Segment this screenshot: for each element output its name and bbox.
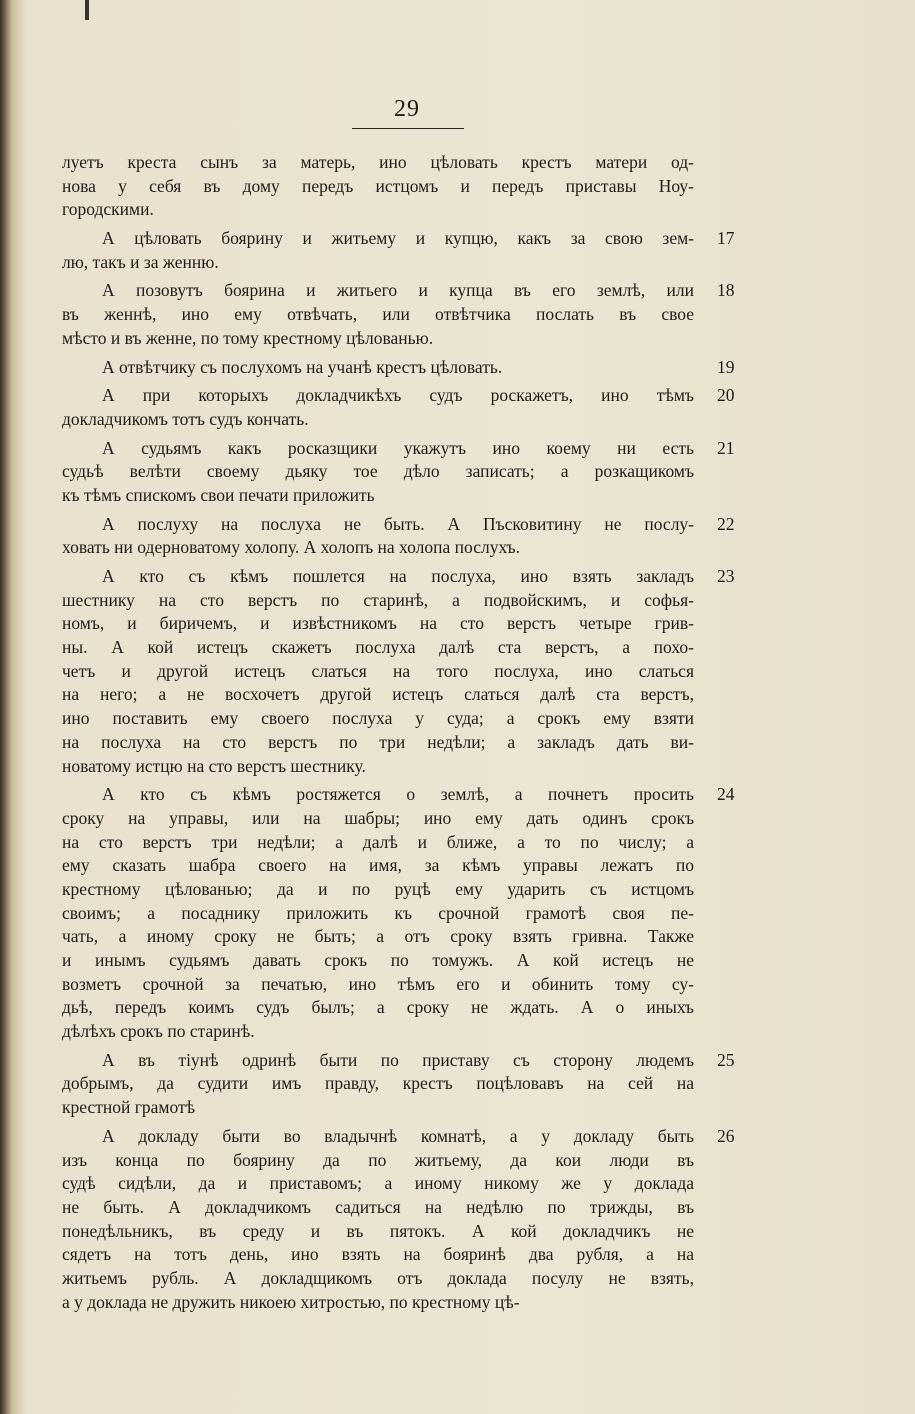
text-line: къ тѣмъ спискомъ свои печати приложить (62, 484, 375, 505)
text-line: новатому истцю на сто верстъ шестнику. (62, 755, 366, 776)
text-line: шестнику на сто верстъ по старинѣ, а подвойскимъ, и софья- (62, 589, 694, 610)
paragraph (62, 356, 735, 380)
article-number: 19 (717, 356, 735, 377)
text-line: ховать ни одерноватому холопу. А холопъ на холопа послухъ. (62, 537, 520, 558)
paragraph (62, 227, 735, 274)
text-line: не быть. А докладчикомъ садиться на недѣлю по трижды, въ (62, 1196, 694, 1217)
article-number: 17 (717, 228, 735, 249)
text-line: А докладу быти во владычнѣ комнатѣ, а у докладу быть (102, 1125, 694, 1146)
text-line: дѣлѣхъ срокъ по старинѣ. (62, 1021, 255, 1042)
page-number: 29 (394, 96, 420, 122)
article-number: 23 (717, 566, 735, 586)
text-line: А послуху на послуха не быть. А Пъсковитину не послу- (102, 513, 694, 534)
text-line: А отвѣтчику съ послухомъ на учанѣ крестъ цѣловать. (102, 356, 503, 377)
text-line: изъ конца по боярину да по житьему, да кои люди въ (62, 1149, 694, 1170)
article-number: 26 (717, 1125, 735, 1146)
text-line: ино поставить ему своего послуха у суда; а срокъ ему взяти (62, 708, 694, 729)
text-line: мѣсто и въ женне, по тому крестному цѣлованью. (62, 327, 434, 348)
text-line: сроку на управы, или на шабры; ино ему дать одинъ срокъ (62, 807, 694, 828)
text-line: судѣ сидѣли, да и приставомъ; а иному никому же у доклада (62, 1173, 694, 1194)
paragraph (62, 279, 735, 350)
text-line: А позовутъ боярина и житьего и купца въ его землѣ, или (102, 280, 694, 301)
text-line: дьѣ, передъ коимъ судъ былъ; а сроку не ждать. А о иныхъ (62, 997, 694, 1018)
text-line: добрымъ, да судити имъ правду, крестъ поцѣловавъ на сей на (62, 1073, 694, 1094)
binding-mark (85, 0, 89, 20)
text-line: луетъ креста сынъ за матерь, ино цѣловать крестъ матери од- (62, 152, 694, 172)
text-line: четъ и другой истецъ слаться на того послуха, ино слаться (62, 660, 694, 681)
text-line: крестному цѣлованью; да и по руцѣ ему ударить съ истцомъ (62, 878, 694, 899)
paragraph (62, 437, 735, 508)
text-line: ны. А кой истецъ скажетъ послуха далѣ ста верстъ, а похо- (62, 637, 694, 658)
text-line: на сто верстъ три недѣли; а далѣ и ближе, а то по числу; а (62, 831, 694, 852)
text-line: городскими. (62, 199, 154, 220)
text-line: лю, такъ и за женню. (62, 251, 219, 272)
text-line: чать, а иному сроку не быть; а отъ сроку взять гривна. Также (62, 926, 694, 947)
text-line: докладчикомъ тотъ судъ кончать. (62, 408, 309, 429)
text-line: номъ, и биричемъ, и извѣстникомъ на сто верстъ четыре грив- (62, 613, 694, 634)
text-line: на послуха на сто верстъ по три недѣли; а закладъ дать ви- (62, 731, 694, 752)
text-line: житьемъ рубль. А докладщикомъ отъ доклада посулу не взять, (62, 1267, 694, 1288)
text-line: на него; а не восхочетъ другой истецъ слаться далѣ ста верстъ, (62, 684, 694, 705)
paragraph (62, 565, 735, 778)
text-line: ему сказать шабра своего на имя, за кѣмъ управы лежатъ по (62, 855, 694, 876)
text-line: въ женнѣ, ино ему отвѣчать, или отвѣтчика послать въ свое (62, 304, 694, 325)
article-number: 25 (717, 1049, 735, 1070)
text-line: нова у себя въ дому передъ истцомъ и передъ приставы Ноу- (62, 175, 694, 196)
article-number: 24 (717, 784, 735, 805)
article-number: 18 (717, 280, 735, 301)
article-number: 21 (717, 437, 735, 458)
paragraph (62, 384, 735, 431)
text-line: возметъ срочной за печатью, ино тѣмъ его и обинить тому су- (62, 973, 694, 994)
article-number: 20 (717, 385, 735, 406)
paragraph (62, 513, 735, 560)
body-text (62, 151, 735, 1319)
text-line: судьѣ велѣти своему дьяку тое дѣло записать; а розкащикомъ (62, 461, 694, 482)
text-line: понедѣльникъ, въ среду и въ пятокъ. А кой докладчикъ не (62, 1220, 694, 1241)
text-line: А при которыхъ докладчикѣхъ судъ роскажетъ, ино тѣмъ (102, 385, 694, 406)
text-line: А цѣловать боярину и житьему и купцю, какъ за свою зем- (102, 228, 694, 249)
text-line: А судьямъ какъ росказщики укажутъ ино коему ни есть (102, 437, 694, 458)
text-line: сядетъ на тотъ день, ино взять на бояринѣ два рубля, а на (62, 1244, 694, 1265)
text-line: своимъ; а посаднику приложить къ срочной грамотѣ своя пе- (62, 902, 694, 923)
text-line: и инымъ судьямъ давать срокъ по томужъ. А кой истецъ не (62, 950, 694, 970)
paragraph (62, 1125, 735, 1315)
text-line: а у доклада не дружить никоею хитростью, по крестному цѣ- (62, 1291, 520, 1312)
text-line: А кто съ кѣмъ пошлется на послуха, ино взять закладъ (102, 566, 694, 586)
paragraph (62, 783, 735, 1044)
page-number-rule (352, 128, 464, 129)
text-line: А кто съ кѣмъ ростяжется о землѣ, а почнетъ просить (102, 784, 694, 805)
text-line: крестной грамотѣ (62, 1097, 196, 1118)
text-line: А въ тіунѣ одринѣ быти по приставу съ сторону людемъ (102, 1049, 694, 1070)
article-number: 22 (717, 513, 735, 534)
paragraph (62, 151, 694, 222)
paragraph (62, 1049, 735, 1120)
